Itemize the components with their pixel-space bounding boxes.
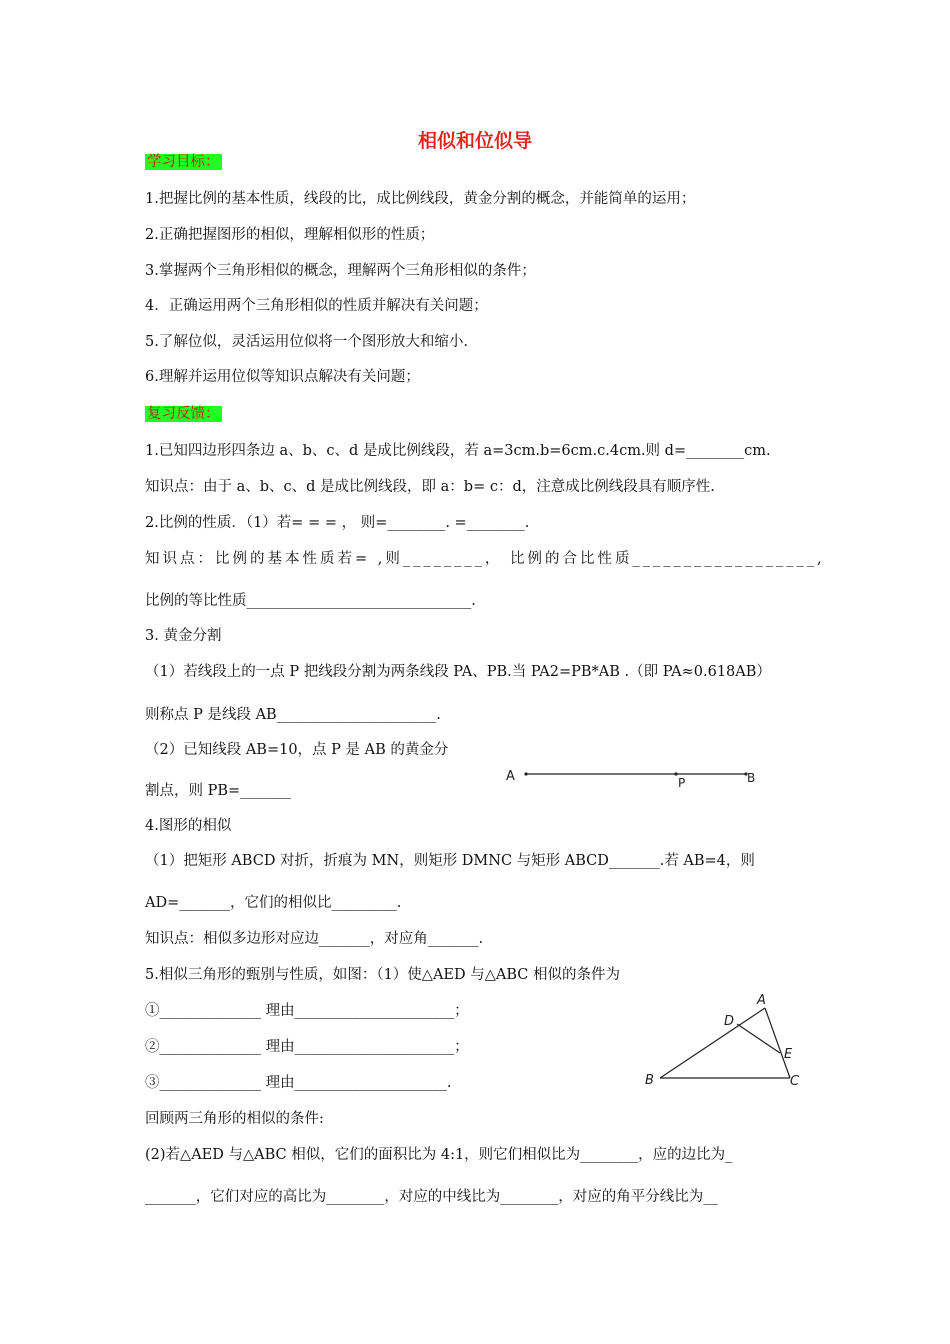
triangle-label-c: C (790, 1074, 800, 1089)
goal-item-4: 4．正确运用两个三角形相似的性质并解决有关问题； (145, 298, 488, 314)
review-note-1: 知识点：由于 a、b、c、d 是成比例线段，即 a：b= c：d，注意成比例线段具有顺序性. (145, 479, 715, 495)
goal-item-1: 1.把握比例的基本性质，线段的比，成比例线段，黄金分割的概念，并能简单的运用； (145, 191, 696, 207)
review-q5-cond-2: ②______________ 理由______________________； (145, 1039, 469, 1055)
review-heading: 复习反馈： (147, 406, 220, 422)
review-q5-recall: 回顾两三角形的相似的条件: (145, 1111, 324, 1127)
goals-heading: 学习目标： (147, 154, 220, 170)
review-note-2b: 比例的等比性质_______________________________. (145, 593, 476, 609)
review-q5-2: (2)若△AED 与△ABC 相似，它们的面积比为 4:1，则它们相似比为________，应的边比为_ (145, 1147, 733, 1163)
goal-item-2: 2.正确把握图形的相似，理解相似形的性质； (145, 227, 435, 243)
segment-label-a: A (506, 769, 515, 784)
page-title: 相似和位似导 (417, 130, 532, 152)
review-q3-heading: 3. 黄金分割 (145, 628, 222, 644)
segment-label-p: P (678, 776, 686, 790)
triangle-label-d: D (724, 1014, 735, 1029)
review-q3-1: （1）若线段上的一点 P 把线段分割为两条线段 PA、PB.当 PA2=PB*AB .（即 PA≈0.618AB） (145, 664, 771, 680)
triangle-label-b: B (645, 1073, 654, 1088)
triangle-label-e: E (784, 1047, 793, 1062)
review-q5-cond-1: ①______________ 理由______________________； (145, 1003, 469, 1019)
review-q5-cond-3: ③______________ 理由_____________________. (145, 1075, 452, 1091)
review-q4-1b: AD=_______，它们的相似比_________. (145, 895, 402, 911)
goal-item-3: 3.掌握两个三角形相似的概念，理解两个三角形相似的条件； (145, 263, 536, 279)
review-q2: 2.比例的性质．（1）若= = = ， 则=________. =________. (145, 515, 530, 531)
review-q4-heading: 4.图形的相似 (145, 818, 232, 834)
goal-item-6: 6.理解并运用位似等知识点解决有关问题； (145, 369, 420, 385)
review-q5: 5.相似三角形的甄别与性质，如图：（1）使△AED 与△ABC 相似的条件为 (145, 967, 621, 983)
review-note-4: 知识点：相似多边形对应边_______，对应角_______. (145, 931, 484, 947)
goal-item-5: 5.了解位似，灵活运用位似将一个图形放大和缩小. (145, 334, 468, 350)
segment-figure (500, 760, 770, 790)
review-q5-2b: _______，它们对应的高比为________，对应的中线比为________，对应的角平分线比为__ (145, 1189, 718, 1205)
segment-label-b: B (747, 771, 756, 785)
review-q3-2: （2）已知线段 AB=10，点 P 是 AB 的黄金分 (145, 742, 449, 758)
review-q4-1: （1）把矩形 ABCD 对折，折痕为 MN，则矩形 DMNC 与矩形 ABCD_______.若 AB=4，则 (145, 853, 755, 869)
review-note-2: 知识点：比例的基本性质若= ,则________， 比例的合比性质__________________, (145, 551, 825, 567)
review-q3-2b: 割点，则 PB=_______ (145, 783, 291, 799)
review-q3-1b: 则称点 P 是线段 AB______________________. (145, 707, 441, 723)
triangle-figure (640, 990, 820, 1090)
triangle-label-a: A (757, 993, 766, 1008)
review-q1: 1.已知四边形四条边 a、b、c、d 是成比例线段，若 a=3cm.b=6cm.c.4cm.则 d=________cm. (145, 443, 771, 459)
